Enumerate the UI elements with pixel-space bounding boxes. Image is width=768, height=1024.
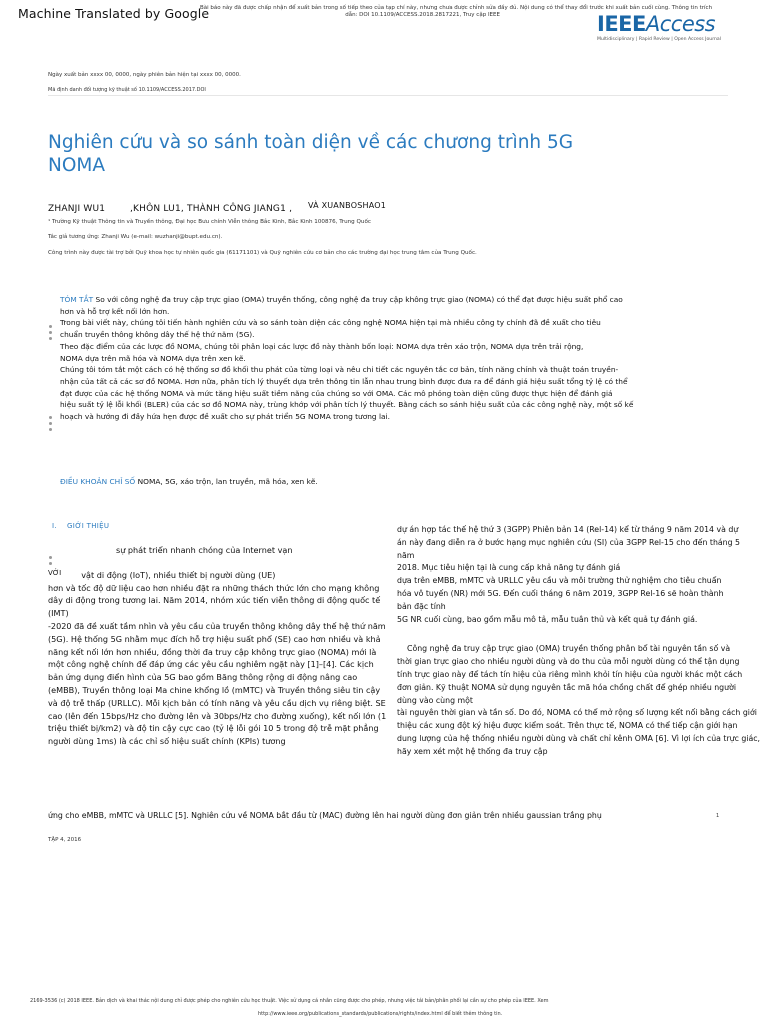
paper-title: Nghiên cứu và so sánh toàn diện về các chương trình 5G NOMA — [48, 132, 574, 176]
right-line: tài nguyên thời gian và tần số. Do đó, NOMA có thể mở rộng số lượng kết nối bằng cách giới — [397, 708, 757, 718]
right-line: hóa vô tuyến (NR) mới 5G. Đến cuối tháng 6 năm 2019, 3GPP Rel-16 sẽ hoàn thành — [397, 588, 724, 598]
abstract-line: chuẩn truyền thông không dây thế hệ thứ năm (5G). — [60, 330, 255, 340]
right-line: dùng vào cùng một — [397, 695, 473, 705]
left-line: (5G). Hệ thống 5G nhằm mục đích hỗ trợ hiệu suất phổ (SE) cao hơn nhiều và khả — [48, 633, 381, 644]
left-line: một công nghệ chính để đáp ứng các yêu cầu nghiêm ngặt này [1]–[4]. Các kịch — [48, 659, 374, 670]
left-line: năng kết nối lớn hơn nhiều, đồng thời đa truy cập không trực giao (NOMA) mới là — [48, 646, 377, 657]
index-terms-text: NOMA, 5G, xáo trộn, lan truyền, mã hóa, xen kẽ. — [135, 477, 318, 486]
right-line: thiệu các xung đột ký hiệu được kiểm soát. Trên thực tế, NOMA có thể tiếp cận giới hạn — [397, 721, 738, 731]
right-line: bản đặc tính — [397, 601, 446, 611]
right-line: 5G NR cuối cùng, bao gồm mẫu mô tả, mẫu tuân thủ và kết quả tự đánh giá. — [397, 614, 698, 624]
abstract-line: nhận của tất cả các sơ đồ NOMA. Hơn nữa, phân tích lý thuyết dựa trên thông tin lẫn nhau trung bình được đưa ra để đánh giá hiệu suất tổng tỷ lệ có thể — [60, 376, 628, 386]
left-line: bản ứng dụng điển hình của 5G bao gồm Băng thông rộng di động nâng cao — [48, 672, 358, 683]
abstract-line: hơn và hỗ trợ kết nối lớn hơn. — [60, 306, 170, 316]
right-column-text — [397, 524, 761, 759]
ieee-access-logo — [597, 12, 721, 42]
section-title: GIỚI THIỆU — [67, 522, 110, 530]
funding-note: Công trình này được tài trợ bởi Quỹ khoa học tự nhiên quốc gia (61171101) và Quỹ nghiên cứu cơ bản cho các trường đại học trung tâm của Trung Quốc. — [48, 250, 477, 256]
abstract-line: Chúng tôi tóm tắt một cách có hệ thống sơ đồ khối thu phát của từng loại và nêu chi tiết các nguyên tắc cơ bản, tính năng chính và thuật toán truyền- — [60, 365, 619, 375]
author-1: ZHANJI WU1 — [48, 204, 106, 214]
abstract-line: đạt được của các hệ thống NOMA và mức tăng hiệu suất tiềm năng của chúng so với OMA. Các mô phỏng toàn diện cũng được thực hiện để đánh giá — [60, 388, 613, 398]
bottom-text-line: ứng cho eMBB, mMTC và URLLC [5]. Nghiên cứu về NOMA bắt đầu từ (MAC) đường lên hai người dùng đơn giản trên nhiều gaussian trắng phụ — [48, 811, 602, 820]
index-terms — [60, 476, 318, 488]
abstract-line: hoạch và hướng đi đầy hứa hẹn được đề xuất cho sự phát triển 5G NOMA trong tương lai. — [60, 412, 390, 422]
left-column-text — [48, 544, 387, 748]
page-number: 1 — [716, 813, 720, 819]
index-terms-heading: ĐIỀU KHOẢN CHỈ SỐ — [60, 477, 136, 486]
left-line: triệu thiết bị/km2) và độ tin cậy cực cao (tỷ lệ lỗi gói 10 5 trong độ trễ mặt phẳng — [48, 723, 379, 734]
left-line: cao (lên đến 15bps/Hz cho đường lên và 30bps/Hz cho đường xuống), kết nối lớn (1 — [48, 710, 387, 721]
footer-copyright: 2169-3536 (c) 2018 IEEE. Bản dịch và khai thác nội dung chỉ được phép cho nghiên cứu học thuật. Việc sử dụng cá nhân cũng được cho phép, nhưng việc tái bản/phân phối lại cần sự cho phép của IEEE. Xem — [30, 998, 549, 1004]
author-2-3: ,KHÔN LU1, THÀNH CÔNG JIANG1 , — [130, 204, 293, 214]
logo-tagline: Multidisciplinary | Rapid Review | Open Access Journal — [597, 37, 722, 42]
top-note-line2: dẫn: DOI 10.1109/ACCESS.2018.2817221, Truy cập IEEE — [345, 12, 500, 18]
top-note-line1: Bài báo này đã được chấp nhận để xuất bản trong số tiếp theo của tạp chí này, nhưng chưa được chỉnh sửa đầy đủ. Nội dung có thể thay đổi trước khi xuất bản cuối cùng. Thông tin trích — [200, 5, 713, 11]
correspondence: Tác giả tương ứng: Zhanji Wu (e-mail: wuzhanji@bupt.edu.cn). — [48, 234, 223, 240]
affiliation: ¹ Trường Kỹ thuật Thông tin và Truyền thông, Đại học Bưu chính Viễn thông Bắc Kinh, Bắc Kinh 100876, Trung Quốc — [48, 219, 371, 225]
right-line: năm — [397, 550, 415, 560]
right-line: thời gian trực giao cho nhiều người dùng và do thu của mỗi người dùng có thể tận dụng — [397, 657, 740, 667]
doi-line: Mã định danh đối tượng kỹ thuật số 10.1109/ACCESS.2017.DOI — [48, 87, 206, 93]
left-line: (eMBB), Truyền thông loại Ma chine khổng lồ (mMTC) và Truyền thông siêu tin cậy — [48, 684, 381, 695]
right-line: đơn giản. Kỹ thuật NOMA sử dụng nguyên tắc mã hóa chồng chất để ghép nhiều người — [397, 682, 737, 692]
header-divider — [48, 95, 728, 96]
right-line: dự án hợp tác thế hệ thứ 3 (3GPP) Phiên bản 14 (Rel-14) kể từ tháng 9 năm 2014 và dự — [397, 525, 739, 534]
abstract-line: Theo đặc điểm của các lược đồ NOMA, chúng tôi phân loại các lược đồ này thành bốn loại: NOMA dựa trên xáo trộn, NOMA dựa trên trải rộng, — [60, 341, 584, 351]
right-line: tính trực giao này để tách tín hiệu của riêng mình khỏi tín hiệu của người khác một cách — [397, 669, 743, 679]
right-line: dựa trên eMBB, mMTC và URLLC yêu cầu và môi trường thử nghiệm cho tiêu chuẩn — [397, 576, 722, 586]
abstract-line: hiệu suất tỷ lệ lỗi khối (BLER) của các sơ đồ NOMA này, trùng khớp với phân tích lý thuyết. Bằng cách so sánh hiệu suất của các công nghệ này, một số kế — [60, 400, 634, 410]
margin-dots — [49, 416, 53, 434]
section-heading — [52, 522, 109, 530]
right-line: 2018. Mục tiêu hiện tại là cung cấp khả năng tự đánh giá — [397, 563, 621, 573]
logo-access-text: Access — [645, 12, 716, 36]
footer-rights-link[interactable]: http://www.ieee.org/publications_standards/publications/rights/index.html để biết thêm thông tin. — [258, 1011, 503, 1017]
top-publication-note — [200, 5, 713, 19]
left-line: và độ trễ thấp (URLLC). Mỗi kịch bản có tính năng và yêu cầu dịch vụ riêng biệt. SE — [48, 697, 386, 708]
right-line: án này đang diễn ra ở bước hạng mục nghiên cứu (SI) của 3GPP Rel-15 cho đến tháng 5 — [397, 537, 741, 547]
abstract — [60, 294, 660, 423]
right-line: dung lượng của hệ thống nhiều người dùng và chất chỉ kênh OMA [6]. Vì lợi ích của trực giác, — [397, 733, 761, 743]
intro-second-line: VỚI vật di động (IoT), nhiều thiết bị người dùng (UE) — [48, 568, 276, 580]
section-number: I. — [52, 522, 57, 530]
volume-info: TẬP 4, 2016 — [48, 837, 82, 843]
logo-ieee-text: IEEE — [597, 12, 646, 36]
left-line: hơn và tốc độ dữ liệu cao hơn nhiều đặt ra những thách thức lớn cho mạng không — [48, 582, 380, 593]
author-list — [48, 201, 508, 215]
abstract-line: TÓM TẮT So với công nghệ đa truy cập trực giao (OMA) truyền thống, công nghệ đa truy cập không trực giao (NOMA) có thể đạt được hiệu suất phổ cao — [60, 295, 623, 304]
left-line: người dùng 1ms) là các chỉ số hiệu suất chính (KPIs) tương — [48, 736, 286, 747]
abstract-line: NOMA dựa trên mã hóa và NOMA dựa trên xen kẽ. — [60, 353, 246, 363]
intro-with-word: VỚI — [48, 568, 62, 577]
machine-translation-watermark: Machine Translated by Google — [18, 6, 210, 21]
intro-first-line: sự phát triển nhanh chóng của Internet vạn — [116, 545, 293, 555]
publication-dates: Ngày xuất bản xxxx 00, 0000, ngày phiên bản hiện tại xxxx 00, 0000. — [48, 72, 241, 78]
right-line: hãy xem xét một hệ thống đa truy cập — [397, 746, 548, 756]
abstract-line: Trong bài viết này, chúng tôi tiến hành nghiên cứu và so sánh toàn diện các công nghệ NOMA hiện tại mà nhiều công ty chính đã đề xuất cho tiêu — [60, 318, 601, 328]
left-line: dây di động trong tương lai. Năm 2014, nhóm xúc tiến viễn thông di động quốc tế — [48, 595, 381, 606]
left-line: -2020 đã đề xuất tầm nhìn và yêu cầu của truyền thông không dây thế hệ thứ năm — [48, 620, 386, 631]
author-4: VÀ XUANBOSHAO1 — [308, 201, 387, 210]
margin-dots — [49, 325, 53, 343]
abstract-heading: TÓM TẮT — [60, 295, 94, 304]
left-line: (IMT) — [48, 608, 69, 619]
right-paragraph-start: Công nghệ đa truy cập trực giao (OMA) truyền thống phân bổ tài nguyên tần số và — [407, 644, 731, 654]
